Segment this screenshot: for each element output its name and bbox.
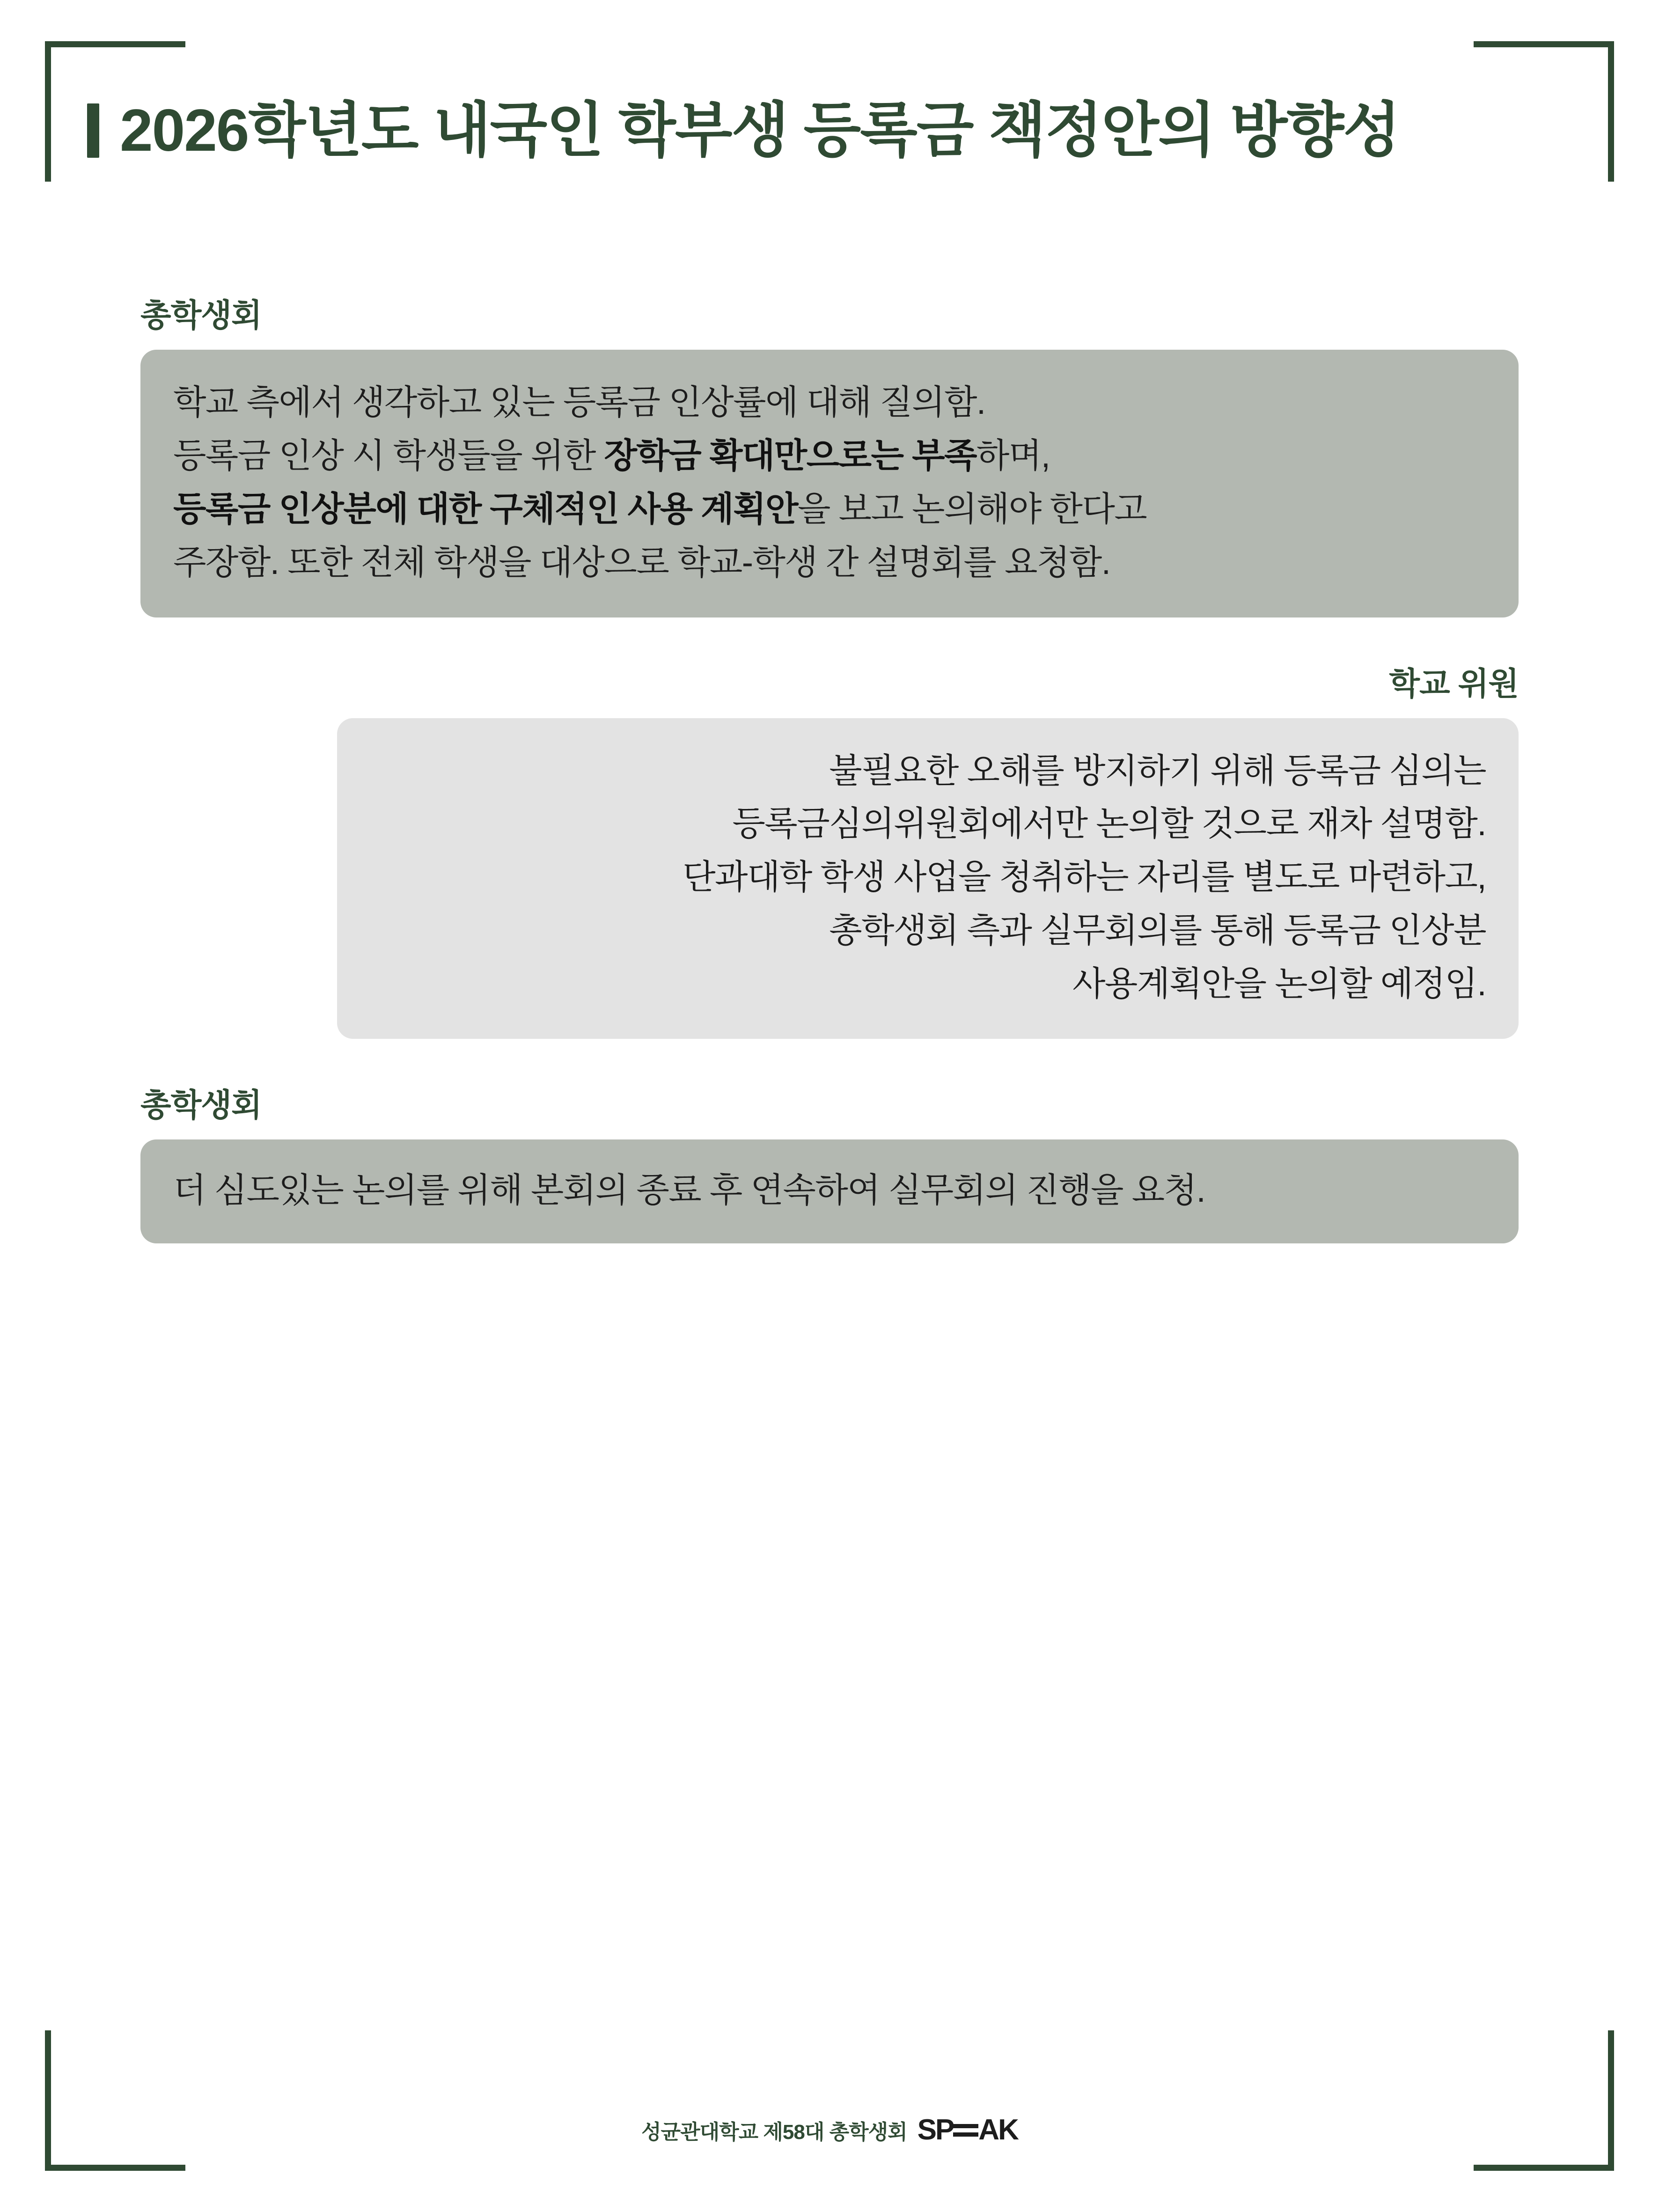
speech-bubble — [140, 350, 1519, 617]
logo-text-ak: AK — [978, 2114, 1018, 2146]
footer-organization: 성균관대학교 제58대 총학생회 — [641, 2120, 907, 2144]
bubble-line: 등록금 인상 시 학생들을 위한 장학금 확대만으로는 부족하며, — [173, 436, 1050, 475]
corner-frame-bottom-left — [45, 2030, 185, 2171]
speech-bubble — [337, 718, 1519, 1039]
logo-text-p: P — [935, 2114, 954, 2146]
bubble-line: 학교 측에서 생각하고 있는 등록금 인상률에 대해 질의함. — [173, 383, 985, 421]
page-title: 2026학년도 내국인 학부생 등록금 책정안의 방향성 — [120, 97, 1400, 163]
conversation-item — [337, 659, 1519, 1039]
bubble-line: 등록금심의위원회에서만 논의할 것으로 재차 설명함. — [732, 805, 1486, 843]
bubble-line: 등록금 인상분에 대한 구체적인 사용 계획안을 보고 논의해야 한다고 — [173, 490, 1147, 528]
corner-frame-bottom-right — [1474, 2030, 1614, 2171]
bubble-line: 사용계획안을 논의할 예정임. — [1072, 965, 1486, 1003]
speak-logo — [918, 2113, 1018, 2146]
speaker-label: 학교 위원 — [1389, 666, 1519, 702]
bubble-line: 주장함. 또한 전체 학생을 대상으로 학교-학생 간 설명회를 요청함. — [173, 543, 1110, 581]
footer — [0, 2113, 1659, 2146]
bubble-line: 단과대학 학생 사업을 청취하는 자리를 별도로 마련하고, — [683, 858, 1486, 897]
bubble-line: 총학생회 측과 실무회의를 통해 등록금 인상분 — [829, 911, 1486, 950]
logo-text-s: S — [917, 2114, 935, 2146]
speech-bubble — [140, 1139, 1519, 1243]
page-title-row — [87, 99, 1565, 162]
bubble-line: 더 심도있는 논의를 위해 본회의 종료 후 연속하여 실무회의 진행을 요청. — [173, 1171, 1205, 1209]
speaker-label: 총학생회 — [140, 1087, 262, 1123]
logo-bars-icon — [953, 2118, 978, 2142]
title-accent-bar — [87, 103, 99, 158]
conversation-item — [140, 290, 1519, 617]
speaker-label: 총학생회 — [140, 298, 262, 333]
bubble-line: 불필요한 오해를 방지하기 위해 등록금 심의는 — [829, 751, 1486, 790]
conversation-list — [140, 290, 1519, 1243]
conversation-item — [140, 1080, 1519, 1243]
